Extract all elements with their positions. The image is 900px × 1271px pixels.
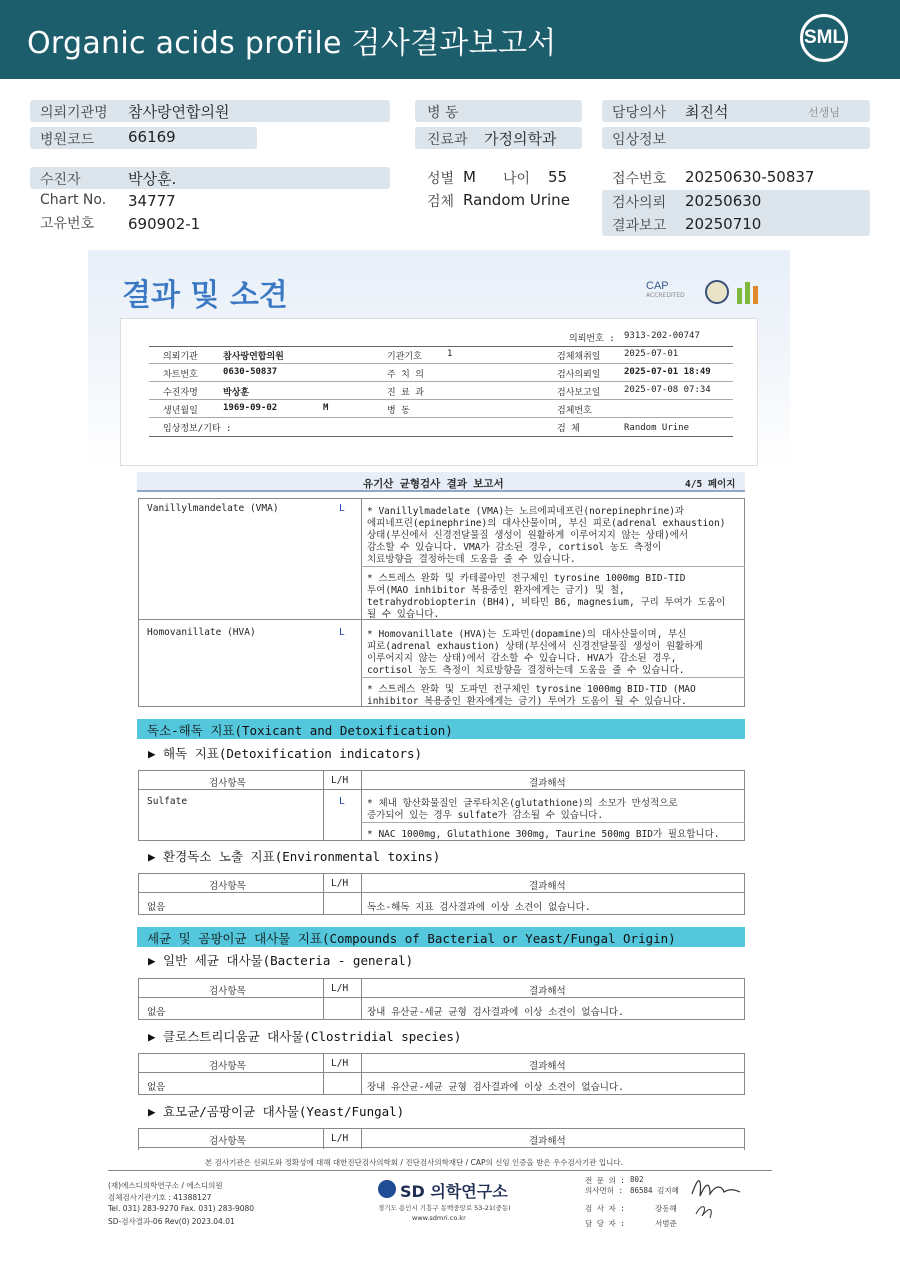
specimen-value: Random Urine xyxy=(463,191,570,209)
col-header-lh: L/H xyxy=(331,983,349,994)
footer-notice: 본 검사기관은 신뢰도와 정확성에 대해 대한진단검사의학회 / 진단검사의학재단 / CAP의 신임 인증을 받은 우수검사기관 입니다. xyxy=(205,1158,623,1167)
vma-flag: L xyxy=(339,503,345,514)
sign-label: 전 문 의 : xyxy=(585,1176,625,1185)
row-value: 2025-07-08 07:34 xyxy=(624,385,711,395)
sml-logo xyxy=(800,14,848,62)
receipt-label: 접수번호 xyxy=(612,171,667,187)
row-value: 0630-50837 xyxy=(223,367,278,377)
vma-text: 감소할 수 있습니다. VMA가 감소된 경우, cortisol 농도 측정이 xyxy=(367,542,662,553)
clostridial-row-text: 장내 유산균-세균 균형 검사결과에 이상 소견이 없습니다. xyxy=(367,1082,624,1093)
vma-text: 에피네프린(epinephrine)의 대사산물이며, 부신 피로(adrenal exhaustion) xyxy=(367,518,726,529)
sign-label: 담 당 자 : xyxy=(585,1219,625,1228)
header-bar xyxy=(0,0,900,79)
cap-logo xyxy=(646,280,685,299)
row-label: 검체번호 xyxy=(557,406,592,416)
brand-address: 경기도 용인시 기흥구 동백중앙로 53-21(중동) xyxy=(378,1204,511,1212)
bacteria-row-name: 없음 xyxy=(147,1007,166,1018)
hva-name: Homovanillate (HVA) xyxy=(147,627,256,638)
band xyxy=(30,167,390,189)
sulfate-text: 증가되어 있는 경우 sulfate가 감소될 수 있습니다. xyxy=(367,810,604,821)
sign-value: 802 xyxy=(630,1175,644,1184)
patient-value: 박상훈. xyxy=(128,170,177,188)
agency-label: 의뢰기관명 xyxy=(40,105,108,121)
report-date-value: 20250710 xyxy=(685,215,762,233)
row-label: 병 동 xyxy=(387,406,410,416)
vma-text: 투여(MAO inhibitor 복용중인 환자에게는 금기) 및 철, xyxy=(367,585,625,596)
agency-value: 참사랑연합의원 xyxy=(128,103,230,121)
doctor-label: 담당의사 xyxy=(612,105,667,121)
col-header-item: 검사항목 xyxy=(209,986,246,997)
hva-text: * 스트레스 완화 및 도파민 전구체인 tyrosine 1000mg BID-TID (MAO xyxy=(367,684,696,695)
id-label: 고유번호 xyxy=(40,216,95,232)
hva-text: inhibitor 복용중인 환자에게는 금기) 투여가 도움이 될 수 있습니다. xyxy=(367,696,687,707)
hva-text: * Homovanillate (HVA)는 도파민(dopamine)의 대사산물이며, 부신 xyxy=(367,629,687,640)
request-info-box xyxy=(120,318,758,466)
ward-label: 병 동 xyxy=(427,105,459,121)
doctor-value: 최진석 xyxy=(685,103,729,121)
request-label: 검사의뢰 xyxy=(612,195,667,211)
vma-text: 될 수 있습니다. xyxy=(367,609,440,620)
col-header-item: 검사항목 xyxy=(209,1136,246,1147)
sex-label: 성별 xyxy=(427,171,455,187)
row-label: 진 료 과 xyxy=(387,388,424,398)
row-value: 2025-07-01 18:49 xyxy=(624,367,711,377)
env-row-text: 독소-해독 지표 검사결과에 이상 소견이 없습니다. xyxy=(367,902,591,913)
report-section-header xyxy=(137,472,745,492)
vma-text: 상태(부신에서 신경전달물질 생성이 원활하게 이루어지지 않는 상태)에서 xyxy=(367,530,689,541)
footer-left-line: 검체검사기관기호 : 41388127 xyxy=(108,1193,212,1202)
catecholamine-table xyxy=(138,498,745,707)
bacteria-subtitle: ▶ 일반 세균 대사물(Bacteria - general) xyxy=(148,953,414,968)
col-header-item: 검사항목 xyxy=(209,778,246,789)
page-number: 4/5 페이지 xyxy=(685,479,736,490)
hva-text: 피로(adrenal exhaustion) 상태(부신에서 신경전달물질 생성이 원활하게 xyxy=(367,641,703,652)
chart-label: Chart No. xyxy=(40,192,107,208)
cap-text: CAP xyxy=(646,280,669,292)
vma-name: Vanillylmandelate (VMA) xyxy=(147,503,279,514)
env-row-name: 없음 xyxy=(147,902,166,913)
sex-value: M xyxy=(463,168,476,186)
report-title: 결과 및 소견 xyxy=(122,278,288,313)
chart-value: 34777 xyxy=(128,192,176,210)
sulfate-text: * NAC 1000mg, Glutathione 300mg, Taurine 500mg BID가 필요합니다. xyxy=(367,829,720,840)
report-date-label: 결과보고 xyxy=(612,218,667,234)
toxicant-title: 독소-해독 지표(Toxicant and Detoxification) xyxy=(147,723,453,738)
yeast-subtitle: ▶ 효모균/곰팡이균 대사물(Yeast/Fungal) xyxy=(148,1104,405,1119)
row-label: 생년월일 xyxy=(163,406,198,416)
sign-label: 검 사 자 : xyxy=(585,1204,625,1213)
brand-name: SD 의학연구소 xyxy=(400,1182,508,1201)
col-header-interpretation: 결과해석 xyxy=(529,1061,566,1072)
bacteria-section-bar xyxy=(137,927,745,947)
age-value: 55 xyxy=(548,168,568,186)
hva-text: 이루어지지 않는 상태)에서 감소할 수 있습니다. HVA가 감소된 경우, xyxy=(367,653,677,664)
col-header-interpretation: 결과해석 xyxy=(529,1136,566,1147)
row-label: 검 체 xyxy=(557,424,580,434)
hospital-code-label: 병원코드 xyxy=(40,132,95,148)
col-header-item: 검사항목 xyxy=(209,881,246,892)
hva-text: cortisol 농도 측정이 치료방향을 결정하는데 도움을 줄 수 있습니다. xyxy=(367,665,685,676)
footer-divider xyxy=(108,1170,772,1171)
row-sex: M xyxy=(323,403,329,413)
toxicant-section-bar xyxy=(137,719,745,739)
sulfate-name: Sulfate xyxy=(147,796,188,807)
sign-value: 서범준 xyxy=(655,1219,677,1228)
specimen-label: 검체 xyxy=(427,194,455,210)
vma-text: * 스트레스 완화 및 카테콜아민 전구체인 tyrosine 1000mg BID-TID xyxy=(367,573,686,584)
logo-text: SML xyxy=(803,27,845,48)
cap-sub: ACCREDITED xyxy=(646,292,685,299)
bacteria-title: 세균 및 곰팡이균 대사물 지표(Compounds of Bacterial or Yeast/Fungal Origin) xyxy=(147,931,676,946)
col-header-lh: L/H xyxy=(331,1133,349,1144)
sd-logo-icon xyxy=(378,1180,396,1198)
sign-label: 의사면허 : xyxy=(585,1186,624,1195)
col-header-interpretation: 결과해석 xyxy=(529,986,566,997)
env-subtitle: ▶ 환경독소 노출 지표(Environmental toxins) xyxy=(148,849,441,864)
col-header-item: 검사항목 xyxy=(209,1061,246,1072)
request-value: 20250630 xyxy=(685,192,762,210)
col-header-lh: L/H xyxy=(331,1058,349,1069)
row-label: 차트번호 xyxy=(163,370,198,380)
request-no-value: 9313-202-00747 xyxy=(624,331,700,341)
row-label: 검사의뢰일 xyxy=(557,370,601,380)
hospital-code-value: 66169 xyxy=(128,128,176,146)
vma-text: * Vanillylmadelate (VMA)는 노르에피네프린(norepinephrine)과 xyxy=(367,506,685,517)
sulfate-flag: L xyxy=(339,796,345,807)
seal-icon xyxy=(705,280,729,304)
hva-flag: L xyxy=(339,627,345,638)
clinical-label: 임상정보 xyxy=(612,132,667,148)
row-label: 검사보고일 xyxy=(557,388,601,398)
section-title: 유기산 균형검사 결과 보고서 xyxy=(363,478,504,490)
bacteria-row-text: 장내 유산균-세균 균형 검사결과에 이상 소견이 없습니다. xyxy=(367,1007,624,1018)
dept-label: 진료과 xyxy=(427,132,468,148)
row-label: 기관기호 xyxy=(387,352,422,362)
vma-text: tetrahydrobiopterin (BH4), 비타민 B6, magnesium, 구리 투여가 도움이 xyxy=(367,597,726,608)
footer-left-line: (재)에스디의학연구소 / 에스디의원 xyxy=(108,1181,223,1190)
row-value: Random Urine xyxy=(624,423,690,433)
patient-label: 수진자 xyxy=(40,172,81,188)
id-value: 690902-1 xyxy=(128,215,201,233)
col-header-interpretation: 결과해석 xyxy=(529,778,566,789)
clostridial-row-name: 없음 xyxy=(147,1082,166,1093)
row-label: 의뢰기관 xyxy=(163,352,198,362)
env-table xyxy=(138,873,745,915)
row-label: 검체채취일 xyxy=(557,352,601,362)
col-header-lh: L/H xyxy=(331,775,349,786)
doctor-suffix: 선생님 xyxy=(808,106,840,119)
sign-value: 장동해 xyxy=(655,1204,677,1213)
row-value: 1969-09-02 xyxy=(223,403,278,413)
clostridial-subtitle: ▶ 클로스트리디움균 대사물(Clostridial species) xyxy=(148,1029,462,1044)
page-title: Organic acids profile 검사결과보고서 xyxy=(27,26,557,61)
request-no-label: 의뢰번호 : xyxy=(569,334,615,344)
row-label: 주 치 의 xyxy=(387,370,424,380)
footer-left-line: SD-검사결과-06 Rev(0) 2023.04.01 xyxy=(108,1217,235,1226)
institute-logo-icon xyxy=(737,282,759,304)
footer-left-line: Tel. 031) 283-9270 Fax. 031) 283-9080 xyxy=(108,1204,255,1213)
brand-web: www.sdmri.co.kr xyxy=(412,1214,466,1222)
sign-value: 86584 김지혜 xyxy=(630,1186,679,1195)
row-label: 수진자명 xyxy=(163,388,198,398)
col-header-interpretation: 결과해석 xyxy=(529,881,566,892)
row-value: 참사랑연합의원 xyxy=(223,352,284,362)
clostridial-table xyxy=(138,1053,745,1095)
row-label: 임상정보/기타 : xyxy=(163,424,232,434)
yeast-table xyxy=(138,1128,745,1150)
dept-value: 가정의학과 xyxy=(484,130,557,148)
vma-text: 치료방향을 결정하는데 도움을 줄 수 있습니다. xyxy=(367,554,576,565)
age-label: 나이 xyxy=(503,171,531,187)
sulfate-text: * 체내 항산화물질인 글루타치온(glutathione)의 소모가 만성적으로 xyxy=(367,798,678,809)
row-value: 2025-07-01 xyxy=(624,349,679,359)
col-header-lh: L/H xyxy=(331,878,349,889)
detox-subtitle: ▶ 해독 지표(Detoxification indicators) xyxy=(148,746,423,761)
row-value: 1 xyxy=(447,349,453,359)
receipt-value: 20250630-50837 xyxy=(685,168,815,186)
bacteria-table xyxy=(138,978,745,1020)
detox-table xyxy=(138,770,745,841)
signature-icon xyxy=(688,1172,744,1222)
row-value: 박상훈 xyxy=(223,388,250,398)
